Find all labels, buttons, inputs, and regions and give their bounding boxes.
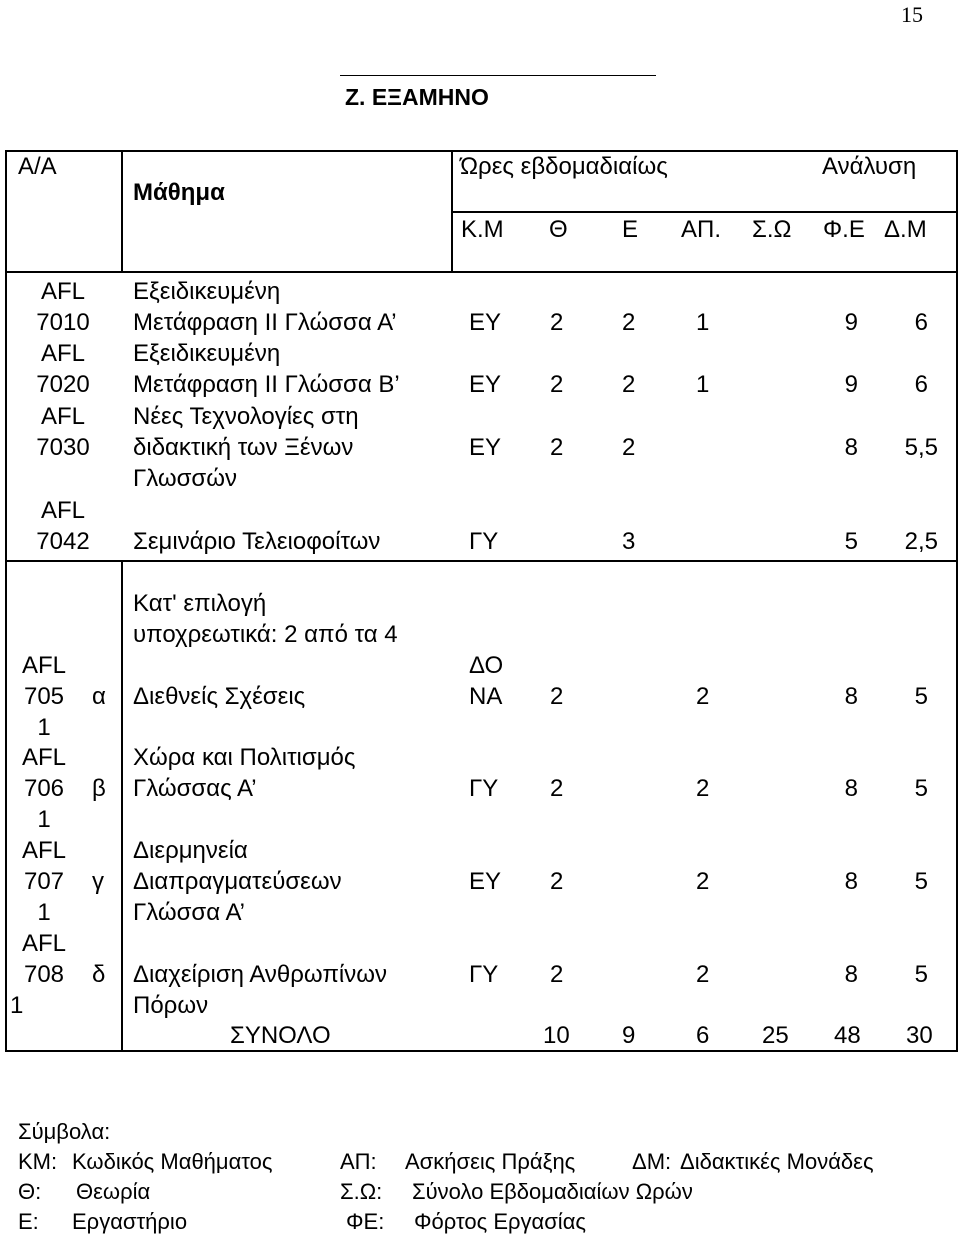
legend-desc: Διδακτικές Μονάδες [680,1149,874,1174]
course-theory: 2 [550,371,564,398]
course-theory: 2 [550,434,564,461]
course-code-suffix: 1 [37,714,51,741]
course-km: ΓΥ [469,961,499,988]
course-lab: 2 [696,683,710,710]
course-code-suffix: 1 [37,806,51,833]
elective-letter: γ [92,868,104,895]
legend-abbr: ΑΠ: [340,1149,377,1174]
course-name-line: Διεθνείς Σχέσεις [133,683,306,710]
legend-abbr: Σ.Ω: [340,1179,383,1204]
course-workload: 9 [844,309,858,336]
course-theory: 2 [550,309,564,336]
course-code-number: 7010 [36,309,90,336]
course-code-number: 705 [23,683,65,710]
course-name-line: Γλώσσας Α’ [133,775,257,802]
course-credits: 5 [914,961,928,988]
course-km: ΕΥ [469,868,502,895]
course-name-line: Εξειδικευμένη [133,340,281,367]
course-code-suffix: 1 [10,992,24,1019]
elective-letter: α [92,683,106,710]
header-fe: Φ.Ε [823,216,865,243]
course-name-line: Γλωσσών [133,465,237,492]
legend-abbr: Ε: [18,1209,39,1234]
total-label: ΣΥΝΟΛΟ [230,1022,331,1049]
course-practice: 1 [696,309,710,336]
course-lab: 3 [622,528,636,555]
course-km: ΓΥ [469,528,499,555]
total-theory: 10 [543,1022,570,1049]
course-workload: 9 [844,371,858,398]
course-workload: 8 [844,868,858,895]
course-credits: 6 [914,309,928,336]
header-so: Σ.Ω [752,216,792,243]
title-rule [340,75,656,76]
course-code-number: 7042 [36,528,90,555]
course-lab: 2 [696,868,710,895]
course-code-prefix: AFL [40,340,85,367]
course-theory: 2 [550,868,564,895]
course-practice: 1 [696,371,710,398]
course-lab: 2 [696,775,710,802]
course-credits: 5 [914,775,928,802]
legend-abbr: ΚΜ: [18,1149,58,1174]
legend-abbr: Θ: [18,1179,42,1204]
course-km: ΓΥ [469,775,499,802]
course-km: ΕΥ [469,309,502,336]
course-credits: 5,5 [904,434,938,461]
course-name-line: Διαχείριση Ανθρωπίνων [133,961,387,988]
total-lab: 9 [622,1022,636,1049]
course-code-prefix: AFL [21,837,66,864]
header-weekly-hours: Ώρες εβδομαδιαίως [460,153,668,180]
page-number: 15 [901,2,923,27]
course-credits: 6 [914,371,928,398]
header-dm: Δ.Μ [884,216,927,243]
course-name-line: Μετάφραση ΙΙ Γλώσσα Β’ [133,371,400,398]
course-name-line: Νέες Τεχνολογίες στη [133,403,359,430]
course-code-suffix: 1 [37,899,51,926]
course-lab: 2 [622,309,636,336]
course-code-prefix: AFL [40,403,85,430]
legend-abbr: ΔΜ: [632,1149,672,1174]
header-km: Κ.Μ [461,216,504,243]
course-km: ΝΑ [469,683,503,710]
legend-abbr: ΦΕ: [346,1209,385,1234]
header-ap: ΑΠ. [681,216,722,243]
course-code-number: 708 [23,961,65,988]
total-weekly-hours: 25 [762,1022,789,1049]
course-km: ΔΟ [469,652,504,679]
header-analysis: Ανάλυση [822,153,917,180]
course-code-prefix: AFL [21,930,66,957]
course-workload: 8 [844,683,858,710]
legend-desc: Θεωρία [76,1179,151,1204]
legend-desc: Φόρτος Εργασίας [414,1209,587,1234]
total-workload: 48 [834,1022,861,1049]
course-name-line: Πόρων [133,992,209,1019]
course-name-line: Σεμινάριο Τελειοφοίτων [133,528,381,555]
course-name-line: Εξειδικευμένη [133,278,281,305]
course-credits: 5 [914,683,928,710]
course-code-number: 7020 [36,371,90,398]
course-name-line: Γλώσσα Α’ [133,899,245,926]
total-credits: 30 [906,1022,933,1049]
course-workload: 5 [844,528,858,555]
elective-heading: Κατ' επιλογή [133,590,267,617]
legend-desc: Εργαστήριο [72,1209,188,1234]
course-name-line: διδακτική των Ξένων [133,434,354,461]
header-course: Μάθημα [133,179,225,206]
course-credits: 5 [914,868,928,895]
course-name-line: Μετάφραση ΙΙ Γλώσσα Α’ [133,309,397,336]
header-th: Θ [549,216,568,243]
header-e: Ε [622,216,639,243]
course-lab: 2 [622,434,636,461]
course-lab: 2 [696,961,710,988]
course-workload: 8 [844,961,858,988]
course-theory: 2 [550,775,564,802]
course-name-line: Διερμηνεία [133,837,248,864]
semester-title: Ζ. ΕΞΑΜΗΝΟ [345,84,489,110]
course-theory: 2 [550,683,564,710]
course-credits: 2,5 [904,528,938,555]
elective-letter: β [92,775,106,802]
elective-heading: υποχρεωτικά: 2 από τα 4 [133,621,398,648]
course-workload: 8 [844,775,858,802]
course-code-prefix: AFL [21,744,66,771]
legend-desc: Σύνολο Εβδομαδιαίων Ωρών [412,1179,693,1204]
course-lab: 2 [622,371,636,398]
course-code-prefix: AFL [40,278,85,305]
course-code-prefix: AFL [40,497,85,524]
course-code-prefix: AFL [21,652,66,679]
total-practice: 6 [696,1022,710,1049]
course-code-number: 7030 [36,434,90,461]
course-code-number: 706 [23,775,65,802]
course-name-line: Χώρα και Πολιτισμός [133,744,356,771]
course-theory: 2 [550,961,564,988]
header-aa: Α/Α [18,153,57,180]
legend-title: Σύμβολα: [18,1119,111,1144]
course-code-number: 707 [23,868,65,895]
course-name-line: Διαπραγματεύσεων [133,868,342,895]
legend-desc: Ασκήσεις Πράξης [405,1149,576,1174]
course-workload: 8 [844,434,858,461]
legend-desc: Κωδικός Μαθήματος [72,1149,273,1174]
course-km: ΕΥ [469,371,502,398]
course-km: ΕΥ [469,434,502,461]
elective-letter: δ [92,961,106,988]
